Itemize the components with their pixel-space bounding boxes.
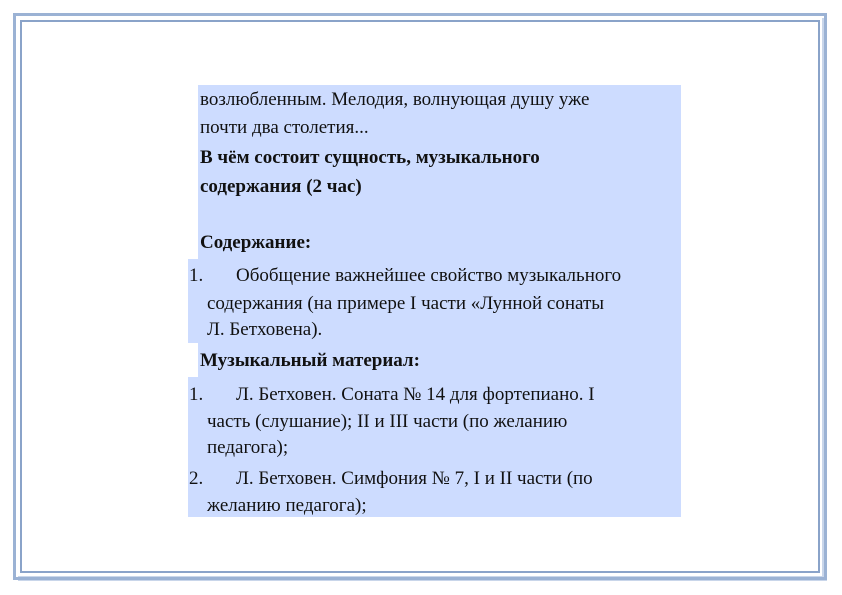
content-heading: Содержание: bbox=[200, 232, 312, 253]
list-number: 1. bbox=[189, 384, 204, 405]
lesson-title: В чём состоит сущность, музыкального bbox=[200, 147, 540, 168]
list-item-line: Л. Бетховен. Соната № 14 для фортепиано. I bbox=[236, 384, 595, 405]
list-item-line: Л. Бетховен. Симфония № 7, I и II части (по bbox=[236, 468, 593, 489]
list-item-line: Обобщение важнейшее свойство музыкального bbox=[236, 265, 622, 286]
materials-heading: Музыкальный материал: bbox=[200, 350, 420, 371]
list-item-line: часть (слушание); II и III части (по желанию bbox=[207, 411, 568, 432]
list-item-line: содержания (на примере I части «Лунной сонаты bbox=[207, 293, 605, 314]
list-number: 2. bbox=[189, 468, 204, 489]
list-item-line: Л. Бетховена). bbox=[207, 319, 323, 340]
list-number: 1. bbox=[189, 265, 204, 286]
list-item-line: педагога); bbox=[207, 437, 289, 458]
paragraph-line: возлюбленным. Мелодия, волнующая душу уже bbox=[200, 89, 590, 110]
lesson-title: содержания (2 час) bbox=[200, 176, 362, 197]
list-item-line: желанию педагога); bbox=[207, 495, 367, 516]
paragraph-line: почти два столетия... bbox=[200, 117, 369, 138]
